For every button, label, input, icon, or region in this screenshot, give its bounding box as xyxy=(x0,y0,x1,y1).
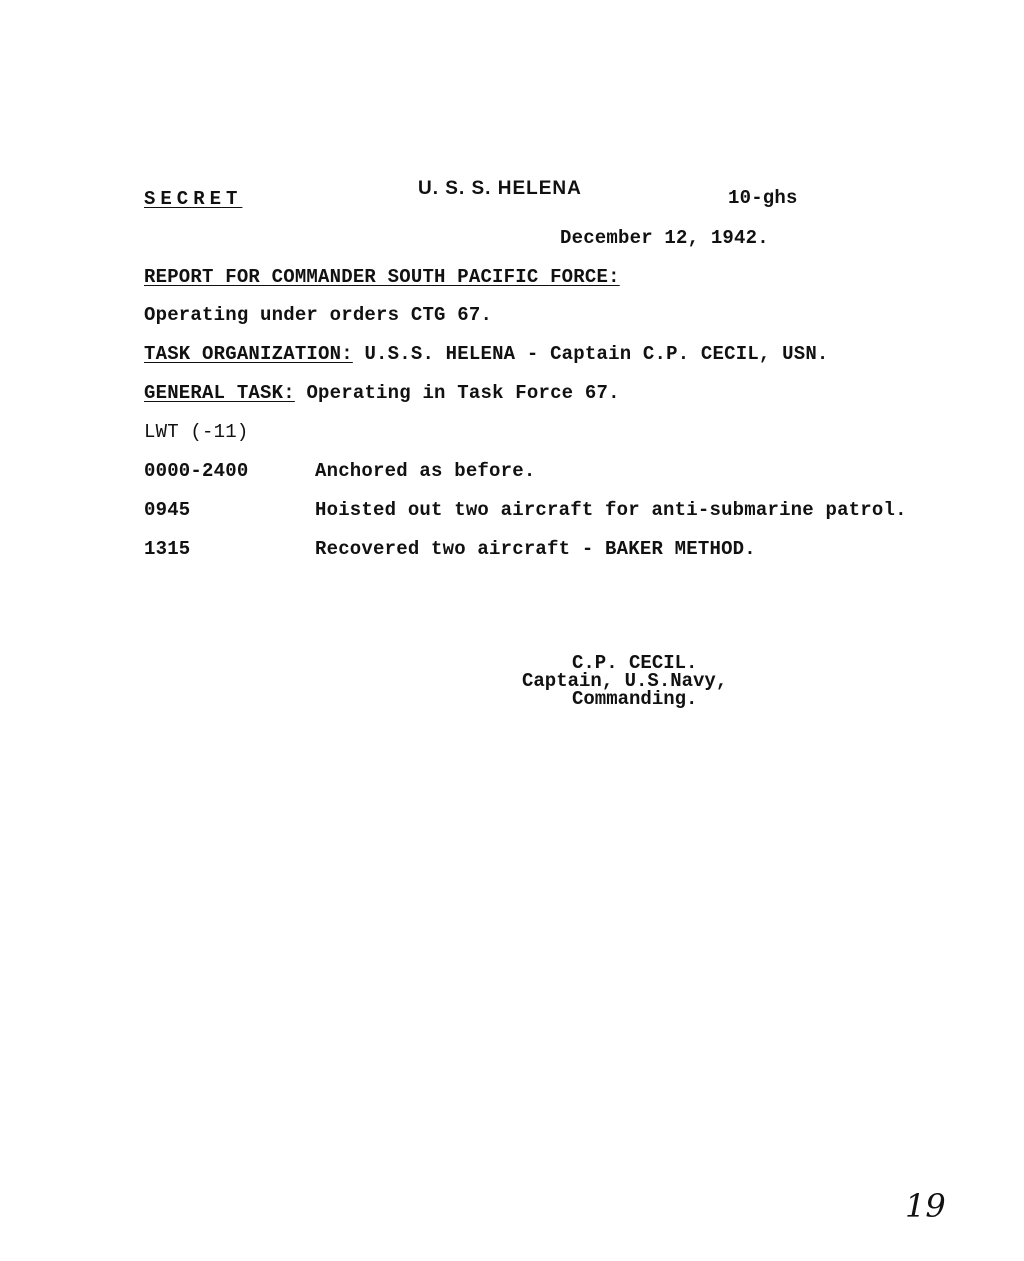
log-entry-time: 1315 xyxy=(144,538,191,560)
general-task-text: Operating in Task Force 67. xyxy=(306,382,620,404)
general-task-line xyxy=(144,384,620,403)
signature-block xyxy=(520,654,760,708)
log-entry-time: 0000-2400 xyxy=(144,460,249,482)
time-zone-label: LWT (-11) xyxy=(144,421,249,443)
signature-role: Commanding. xyxy=(572,688,698,710)
log-entry-text: Anchored as before. xyxy=(315,460,536,482)
log-entry-text: Recovered two aircraft - BAKER METHOD. xyxy=(315,538,756,560)
task-organization-line xyxy=(144,345,829,364)
operating-orders: Operating under orders CTG 67. xyxy=(144,304,493,326)
ship-name-heading: U. S. S. HELENA xyxy=(418,178,582,199)
classification-marking: SECRET xyxy=(144,188,243,210)
log-entry-text: Hoisted out two aircraft for anti-submarine patrol. xyxy=(315,499,907,521)
signature-name: C.P. CECIL. xyxy=(572,652,698,674)
signature-rank: Captain, U.S.Navy, xyxy=(522,670,728,692)
log-entry-time: 0945 xyxy=(144,499,191,521)
task-organization-label: TASK ORGANIZATION: xyxy=(144,343,353,365)
report-title: REPORT FOR COMMANDER SOUTH PACIFIC FORCE: xyxy=(144,266,620,288)
report-date: December 12, 1942. xyxy=(560,227,769,249)
general-task-label: GENERAL TASK: xyxy=(144,382,295,404)
serial-code: 10-ghs xyxy=(728,187,798,209)
task-organization-text: U.S.S. HELENA - Captain C.P. CECIL, USN. xyxy=(364,343,829,365)
handwritten-page-number: 19 xyxy=(905,1187,946,1225)
